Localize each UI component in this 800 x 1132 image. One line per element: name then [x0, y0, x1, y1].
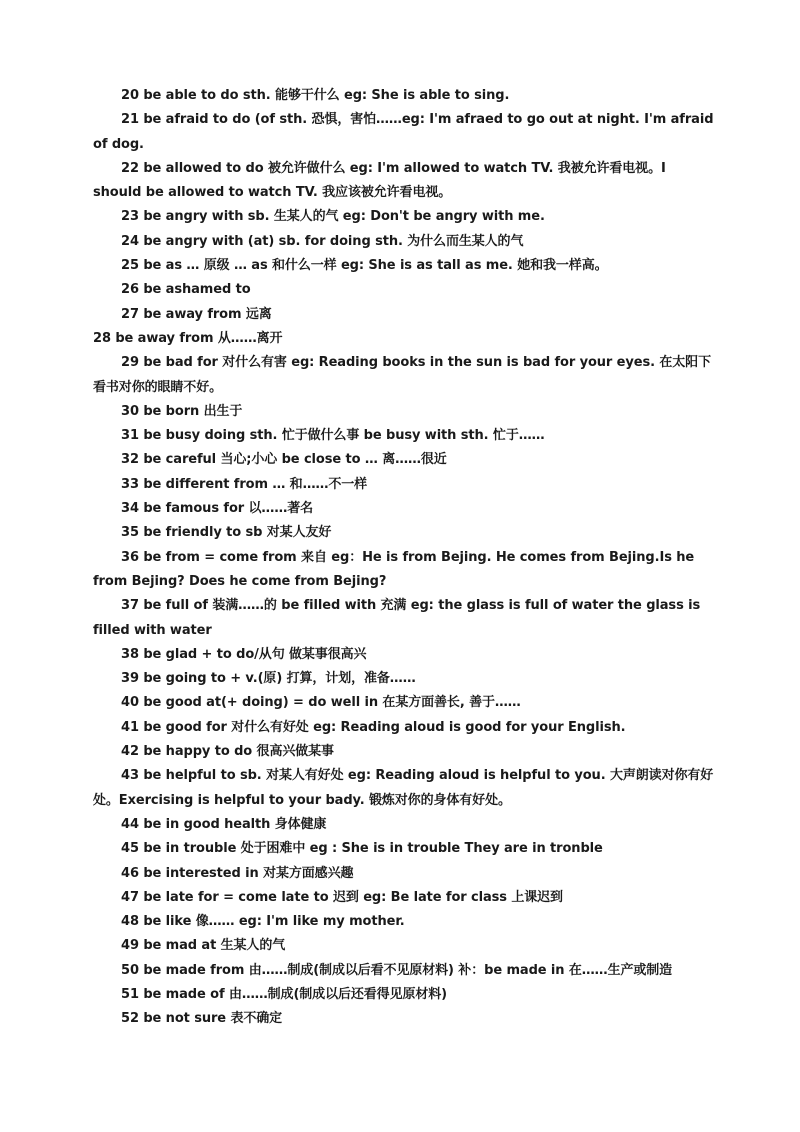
phrase-entry: 26 be ashamed to [121, 282, 251, 298]
phrase-entry: 42 be happy to do 很高兴做某事 [121, 744, 334, 760]
phrase-entry: 40 be good at(+ doing) = do well in 在某方面善长, 善于…… [121, 695, 521, 711]
phrase-entry: 30 be born 出生于 [121, 403, 243, 419]
phrase-entry: 51 be made of 由……制成(制成以后还看得见原材料) [121, 986, 448, 1002]
phrase-entry: 31 be busy doing sth. 忙于做什么事 be busy with sth. 忙于…… [121, 428, 545, 444]
phrase-entry: 27 be away from 远离 [121, 306, 272, 322]
phrase-entry: 39 be going to + v.(原) 打算，计划，准备…… [121, 671, 416, 687]
phrase-entry: 33 be different from … 和……不一样 [121, 476, 368, 492]
phrase-entry: 32 be careful 当心;小心 be close to … 离……很近 [121, 452, 447, 468]
phrase-entry: 29 be bad for 对什么有害 eg: Reading books in the sun is bad for your eyes. 在太阳下看书对你的眼睛不好。 [93, 355, 711, 395]
phrase-entry: 35 be friendly to sb 对某人友好 [121, 525, 332, 541]
phrase-list [93, 84, 715, 1032]
phrase-entry: 50 be made from 由……制成(制成以后看不见原材料) 补：be made in 在……生产或制造 [121, 962, 673, 978]
phrase-entry: 38 be glad + to do/从句 做某事很高兴 [121, 646, 367, 662]
phrase-entry: 49 be mad at 生某人的气 [121, 938, 286, 954]
phrase-entry: 20 be able to do sth. 能够干什么 eg: She is able to sing. [121, 88, 510, 103]
phrase-entry: 21 be afraid to do (of sth. 恐惧，害怕……eg: I'm afraed to go out at night. I'm afraid of dog. [93, 112, 714, 152]
phrase-entry: 44 be in good health 身体健康 [121, 816, 327, 832]
phrase-entry: 52 be not sure 表不确定 [121, 1011, 283, 1027]
phrase-entry: 34 be famous for 以……著名 [121, 501, 314, 517]
phrase-entry: 43 be helpful to sb. 对某人有好处 eg: Reading aloud is helpful to you. 大声朗读对你有好处。Exercising is helpful to your bady. 锻炼对你的身体有好处。 [93, 768, 714, 808]
phrase-entry: 25 be as … 原级 … as 和什么一样 eg: She is as tall as me. 她和我一样高。 [121, 258, 608, 274]
phrase-entry: 47 be late for = come late to 迟到 eg: Be late for class 上课迟到 [121, 889, 563, 905]
phrase-entry: 22 be allowed to do 被允许做什么 eg: I'm allowed to watch TV. 我被允许看电视。I should be allowed to watch TV. 我应该被允许看电视。 [93, 160, 666, 201]
phrase-entry: 41 be good for 对什么有好处 eg: Reading aloud is good for your English. [121, 719, 626, 735]
phrase-entry: 36 be from = come from 来自 eg：He is from Bejing. He comes from Bejing.Is he from Bejing? Does he come from Bejing? [93, 549, 695, 589]
phrase-entry: 23 be angry with sb. 生某人的气 eg: Don't be angry with me. [121, 209, 545, 225]
phrase-entry: 45 be in trouble 处于困难中 eg : She is in trouble They are in tronble [121, 841, 603, 857]
phrase-entry: 28 be away from 从……离开 [93, 330, 283, 346]
phrase-entry: 37 be full of 装满……的 be filled with 充满 eg: the glass is full of water the glass is filled with water [93, 598, 701, 638]
phrase-entry: 46 be interested in 对某方面感兴趣 [121, 865, 354, 881]
phrase-entry: 24 be angry with (at) sb. for doing sth. 为什么而生某人的气 [121, 233, 524, 249]
phrase-entry: 48 be like 像…… eg: I'm like my mother. [121, 914, 405, 930]
